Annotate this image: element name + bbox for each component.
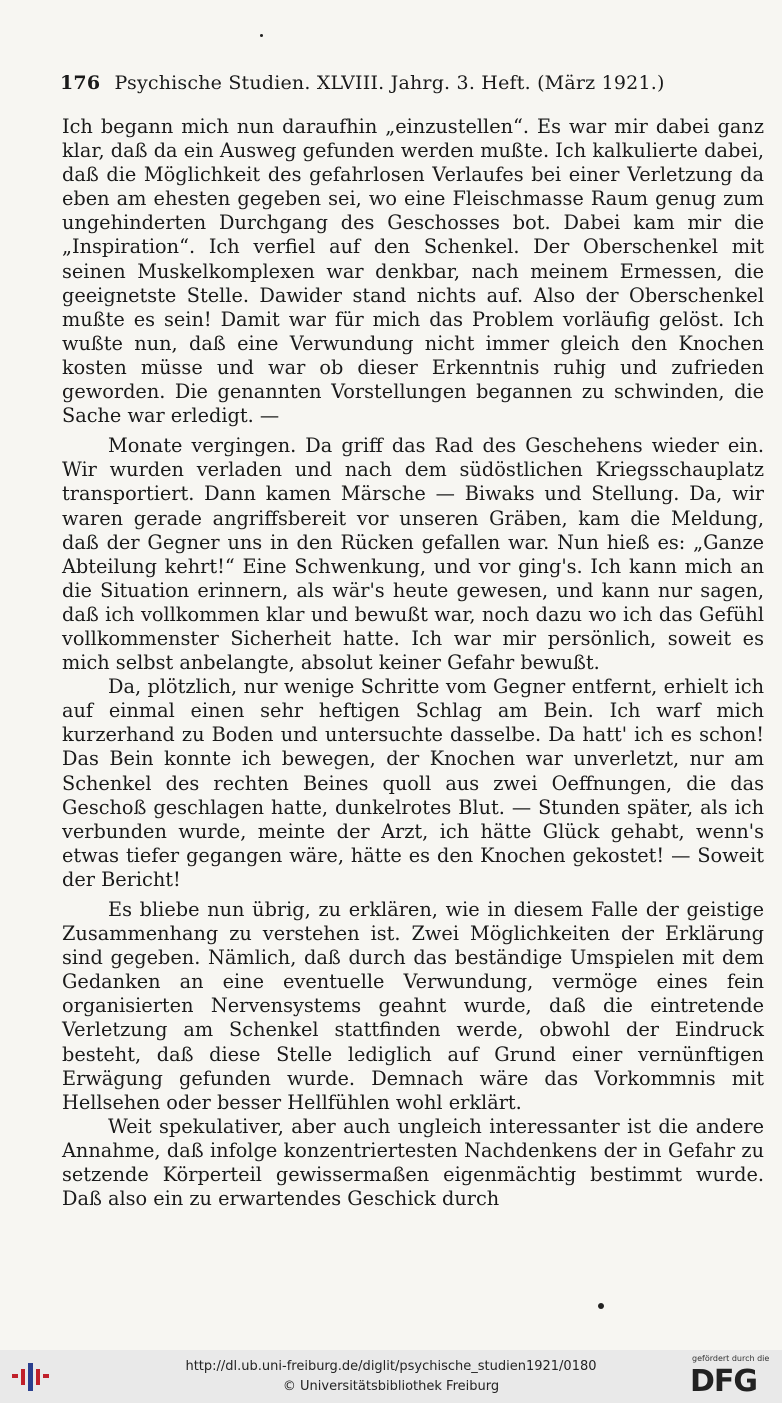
paragraph: Monate vergingen. Da griff das Rad des Geschehens wieder ein. Wir wurden verladen und nach dem südöstlichen Kriegsschauplatz transportiert. Dann kamen Märsche — Biwaks und Stellung. Da, wir waren gerade angriffsbereit vor unseren Gräben, kam die Meldung, daß der Gegner uns in den Rücken gefallen war. Nun hieß es: „Ganze Abteilung kehrt!“ Eine Schwenkung, und vor ging's. Ich kann mich an die Situation erinnern, als wär's heute gewesen, und kann nur sagen, daß ich vollkommen klar und bewußt war, noch dazu wo ich das Gefühl vollkommenster Sicherheit hatte. Ich war mir persönlich, soweit es mich selbst anbelangte, absolut keiner Gefahr bewußt. [62, 434, 764, 675]
running-header [60, 72, 725, 94]
paragraph: Weit spekulativer, aber auch ungleich interessanter ist die andere Annahme, daß infolge konzentriertesten Nachdenkens der in Gefahr zu setzende Körperteil gewissermaßen eigenmächtig bestimmt wurde. Daß also ein zu erwartendes Geschick durch [62, 1114, 764, 1211]
paragraph: Ich begann mich nun daraufhin „einzustellen“. Es war mir dabei ganz klar, daß da ein Ausweg gefunden werden mußte. Ich kalkulierte dabei, daß die Möglichkeit des gefahrlosen Verlaufes bei einer Verletzung da eben am ehesten gegeben sei, wo eine Fleischmasse Raum genug zum ungehinderten Durchgang des Geschosses bot. Dabei kam mir die „Inspiration“. Ich verfiel auf den Schenkel. Der Oberschenkel mit seinen Muskelkomplexen war denkbar, nach meinem Ermessen, die geeignetste Stelle. Dawider stand nichts auf. Also der Oberschenkel mußte es sein! Damit war für mich das Problem vorläufig gelöst. Ich wußte nun, daß eine Verwundung nicht immer gleich den Knochen kosten müsse und war ob dieser Erkenntnis ruhig und zufrieden geworden. Die genannten Vorstellungen begannen zu schwinden, die Sache war erledigt. — [62, 115, 764, 428]
page-number: 176 [60, 72, 101, 94]
funding-note: gefördert durch die [692, 1354, 770, 1363]
digitization-footer [0, 1350, 782, 1403]
ink-speck [260, 34, 263, 37]
body-text [62, 115, 764, 1211]
paragraph: Es bliebe nun übrig, zu erklären, wie in diesem Falle der geistige Zusammenhang zu verstehen ist. Zwei Möglichkeiten der Erklärung sind gegeben. Nämlich, daß durch das beständige Umspielen mit dem Gedanken an eine eventuelle Verwundung, vermöge eines fein organisierten Nervensystems geahnt wurde, daß die eintretende Verletzung am Schenkel stattfinden werde, obwohl der Eindruck besteht, daß diese Stelle lediglich auf Grund einer vernünftigen Erwägung gefunden wurde. Demnach wäre das Vorkommnis mit Hellsehen oder besser Hellfühlen wohl erklärt. [62, 898, 764, 1114]
running-title: Psychische Studien. XLVIII. Jahrg. 3. Heft. (März 1921.) [114, 72, 665, 94]
dfg-logo: DFG [690, 1364, 758, 1399]
copyright-notice: © Universitätsbibliothek Freiburg [282, 1379, 500, 1394]
paragraph: Da, plötzlich, nur wenige Schritte vom Gegner entfernt, erhielt ich auf einmal einen sehr heftigen Schlag am Bein. Ich warf mich kurzerhand zu Boden und untersuchte dasselbe. Da hatt' ich es schon! Das Bein konnte ich bewegen, der Knochen war unverletzt, nur am Schenkel des rechten Beines quoll aus zwei Oeffnungen, die das Geschoß geschlagen hatte, dunkelrotes Blut. — Stunden später, als ich verbunden wurde, meinte der Arzt, ich hätte Glück gehabt, wenn's etwas tiefer gegangen wäre, hätte es den Knochen gekostet! — Soweit der Bericht! [62, 675, 764, 891]
source-url[interactable]: http://dl.ub.uni-freiburg.de/diglit/psychische_studien1921/0180 [185, 1359, 597, 1374]
ink-speck [598, 1303, 604, 1309]
